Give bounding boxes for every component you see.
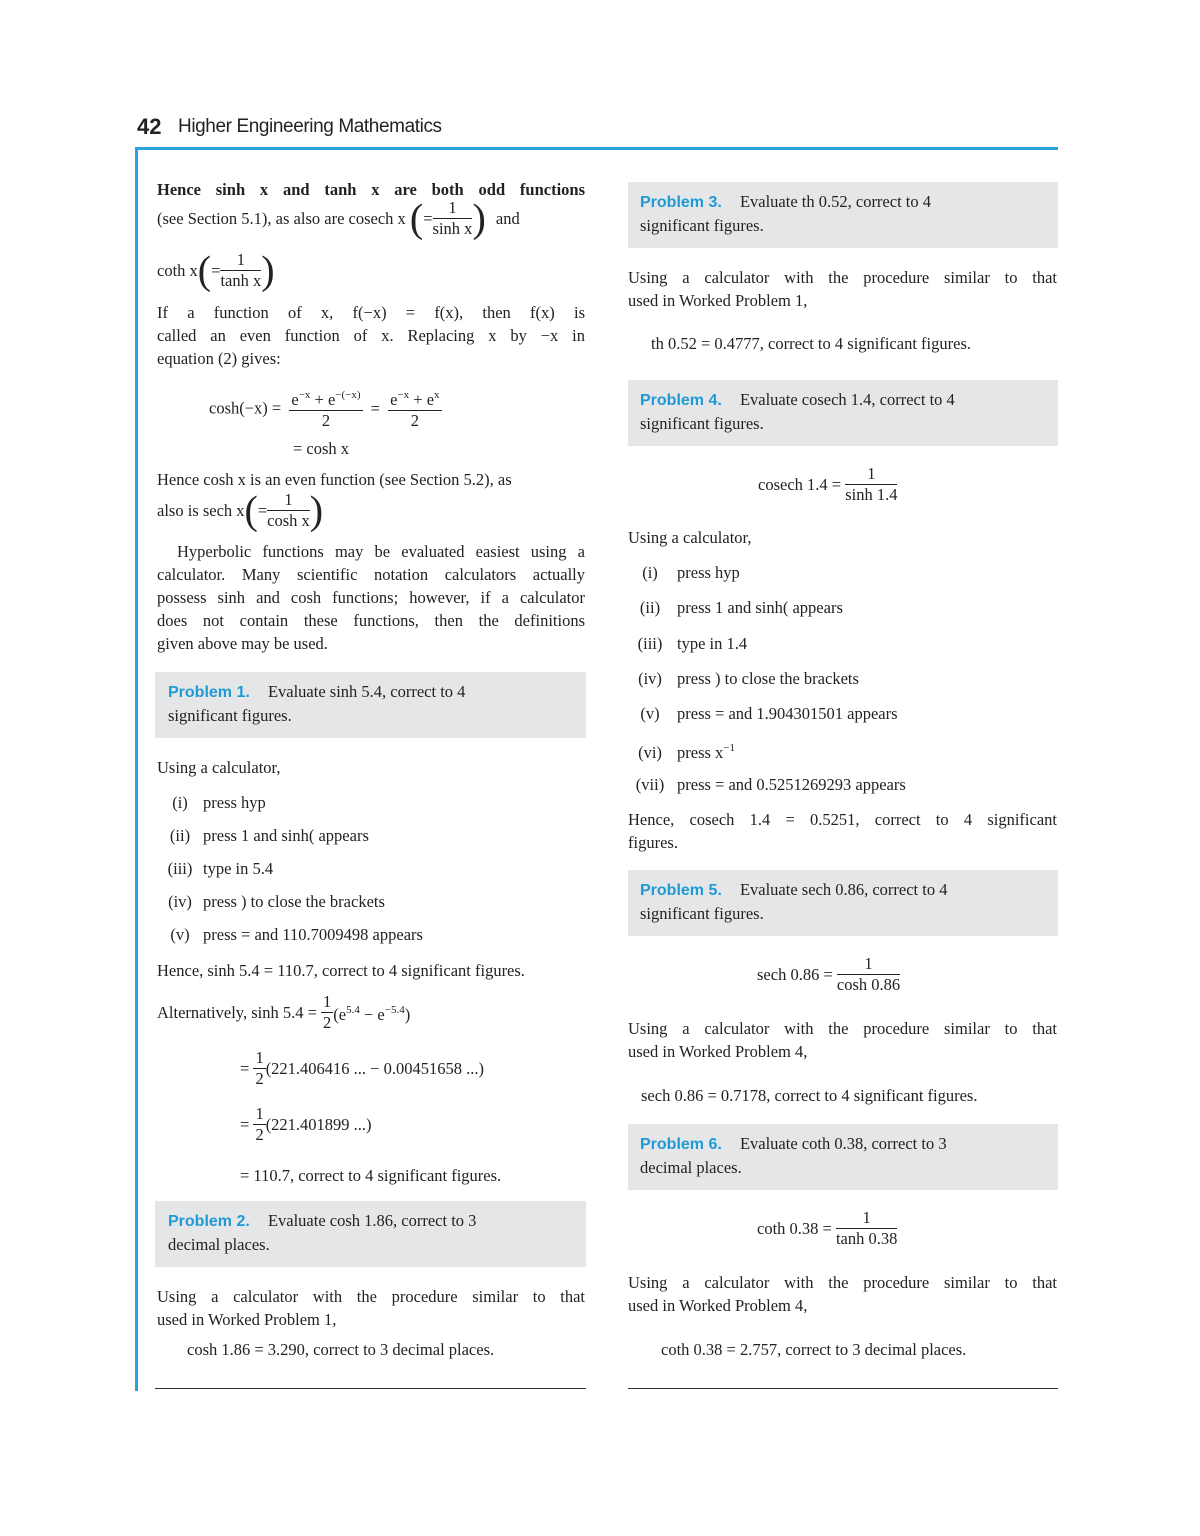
problem-1-using: Using a calculator, [157, 758, 281, 777]
problem-6-box: Problem 6. Evaluate coth 0.38, correct to 3 decimal places. [628, 1124, 1058, 1190]
problem-5-box: Problem 5. Evaluate sech 0.86, correct to 4 significant figures. [628, 870, 1058, 936]
odd-functions-line: Hence sinh x and tanh x are both odd functions [157, 180, 585, 199]
cosh-equals-line: = cosh x [293, 439, 350, 458]
problem-2-label: Problem 2. [168, 1213, 250, 1230]
problem-1-step2: = $\frac{1}{2}$ (221.406416 ... − 0.00451658 ...) [240, 1048, 484, 1088]
running-title: Higher Engineering Mathematics [178, 116, 442, 137]
problem-2-result: cosh 1.86 = 3.290, correct to 3 decimal places. [187, 1340, 495, 1359]
problem-1-steps [157, 791, 423, 956]
right-column-end-rule [628, 1388, 1058, 1389]
problem-1-hence: Hence, sinh 5.4 = 110.7, correct to 4 significant figures. [157, 961, 525, 980]
list-item: (vii) press = and 0.5251269293 appears [635, 774, 906, 794]
problem-5-label: Problem 5. [640, 882, 722, 899]
cosech-definition: (see Section 5.1), as also are cosech x (= $\frac{1}{\text{sinh x}}$ ) and [157, 195, 520, 241]
list-item: (iv) press ) to close the brackets [168, 892, 385, 911]
list-item: (v) press = and 110.7009498 appears [170, 925, 423, 944]
problem-5-result: sech 0.86 = 0.7178, correct to 4 significant figures. [641, 1086, 978, 1105]
list-item: (vi) press $x^{-1}$ [638, 742, 736, 763]
problem-6-equation: coth 0.38 = $\frac{1}{\tanh 0.38}$ [757, 1208, 898, 1248]
list-item: (iii) type in 1.4 [637, 633, 748, 653]
sech-fraction: $\frac{1}{\text{cosh x}}$ [267, 490, 310, 530]
even-function-paragraph: If a function of x, f(−x) = f(x), then f(x) is called an even function of x. Replacing x by −x in equation (2) gives: [157, 303, 585, 368]
list-item: (iii) type in 5.4 [167, 859, 274, 878]
problem-4-label: Problem 4. [640, 392, 722, 409]
see-section-text: (see Section 5.1), as also are cosech x [157, 209, 406, 228]
list-item: (ii) press 1 and sinh( appears [639, 598, 843, 618]
calculator-paragraph: Hyperbolic functions may be evaluated easiest using a calculator. Many scientific notation calculators actually possess sinh and cosh functions; however, if a calculator does not contain these functions, then the definitions given above may be used. [157, 542, 585, 653]
problem-1-alternative: Alternatively, sinh 5.4 = $\frac{1}{2}$ $(e^{5.4} - e^{-5.4})$ [157, 992, 411, 1032]
left-column-end-rule [155, 1388, 586, 1389]
coth-fraction: $\frac{1}{\text{tanh x}}$ [220, 250, 262, 290]
list-item: (i) press hyp [172, 793, 266, 812]
list-item: (v) press = and 1.904301501 appears [640, 704, 898, 724]
even-function-line: Hence cosh x is an even function (see Section 5.2), as [157, 470, 512, 489]
list-item: (iv) press ) to close the brackets [638, 668, 859, 688]
problem-4-box: Problem 4. Evaluate cosech 1.4, correct to 4 significant figures. [628, 380, 1058, 446]
sech-definition: also is sech x(= $\frac{1}{\text{cosh x}}$ ) [157, 487, 324, 533]
problem-3-label: Problem 3. [640, 194, 722, 211]
cosech-fraction: $\frac{1}{\text{sinh x}}$ [432, 198, 473, 238]
header-rule [137, 147, 1058, 150]
problem-1-step3: = $\frac{1}{2}$ (221.401899 ...) [240, 1104, 372, 1144]
problem-4-steps [623, 561, 906, 808]
problem-5-using: Using a calculator with the procedure similar to that used in Worked Problem 4, [628, 1019, 1057, 1061]
page-number: 42 [137, 114, 162, 139]
problem-1-label: Problem 1. [168, 684, 250, 701]
problem-6-using: Using a calculator with the procedure similar to that used in Worked Problem 4, [628, 1273, 1057, 1315]
problem-2-using: Using a calculator with the procedure similar to that used in Worked Problem 1, [157, 1287, 585, 1329]
problem-2-box: Problem 2. Evaluate cosh 1.86, correct to 3 decimal places. [155, 1201, 586, 1267]
cosh-neg-x-equation: cosh(−x) = $\frac{e^{-x} + e^{-(-x)}}{2}$ = $\frac{e^{-x} + e^x}{2}$ [209, 385, 442, 431]
problem-6-result: coth 0.38 = 2.757, correct to 3 decimal places. [661, 1340, 967, 1359]
list-item: (ii) press 1 and sinh( appears [169, 826, 369, 845]
problem-3-result: th 0.52 = 0.4777, correct to 4 significant figures. [651, 334, 971, 353]
problem-6-label: Problem 6. [640, 1136, 722, 1153]
coth-definition: coth x(= $\frac{1}{\text{tanh x}}$ ) [157, 247, 275, 293]
problem-3-box: Problem 3. Evaluate th 0.52, correct to 4 significant figures. [628, 182, 1058, 248]
problem-4-using: Using a calculator, [628, 528, 752, 547]
list-item: (i) press hyp [642, 563, 740, 582]
problem-4-equation: cosech 1.4 = $\frac{1}{\sinh 1.4}$ [758, 464, 898, 504]
left-margin-rule [135, 147, 138, 1391]
problem-1-box: Problem 1. Evaluate sinh 5.4, correct to 4 significant figures. [155, 672, 586, 738]
problem-1-final: = 110.7, correct to 4 significant figures. [240, 1166, 502, 1185]
problem-4-hence: Hence, cosech 1.4 = 0.5251, correct to 4 significant figures. [628, 810, 1057, 852]
problem-3-using: Using a calculator with the procedure similar to that used in Worked Problem 1, [628, 268, 1057, 310]
problem-5-equation: sech 0.86 = $\frac{1}{\cosh 0.86}$ [757, 954, 901, 994]
